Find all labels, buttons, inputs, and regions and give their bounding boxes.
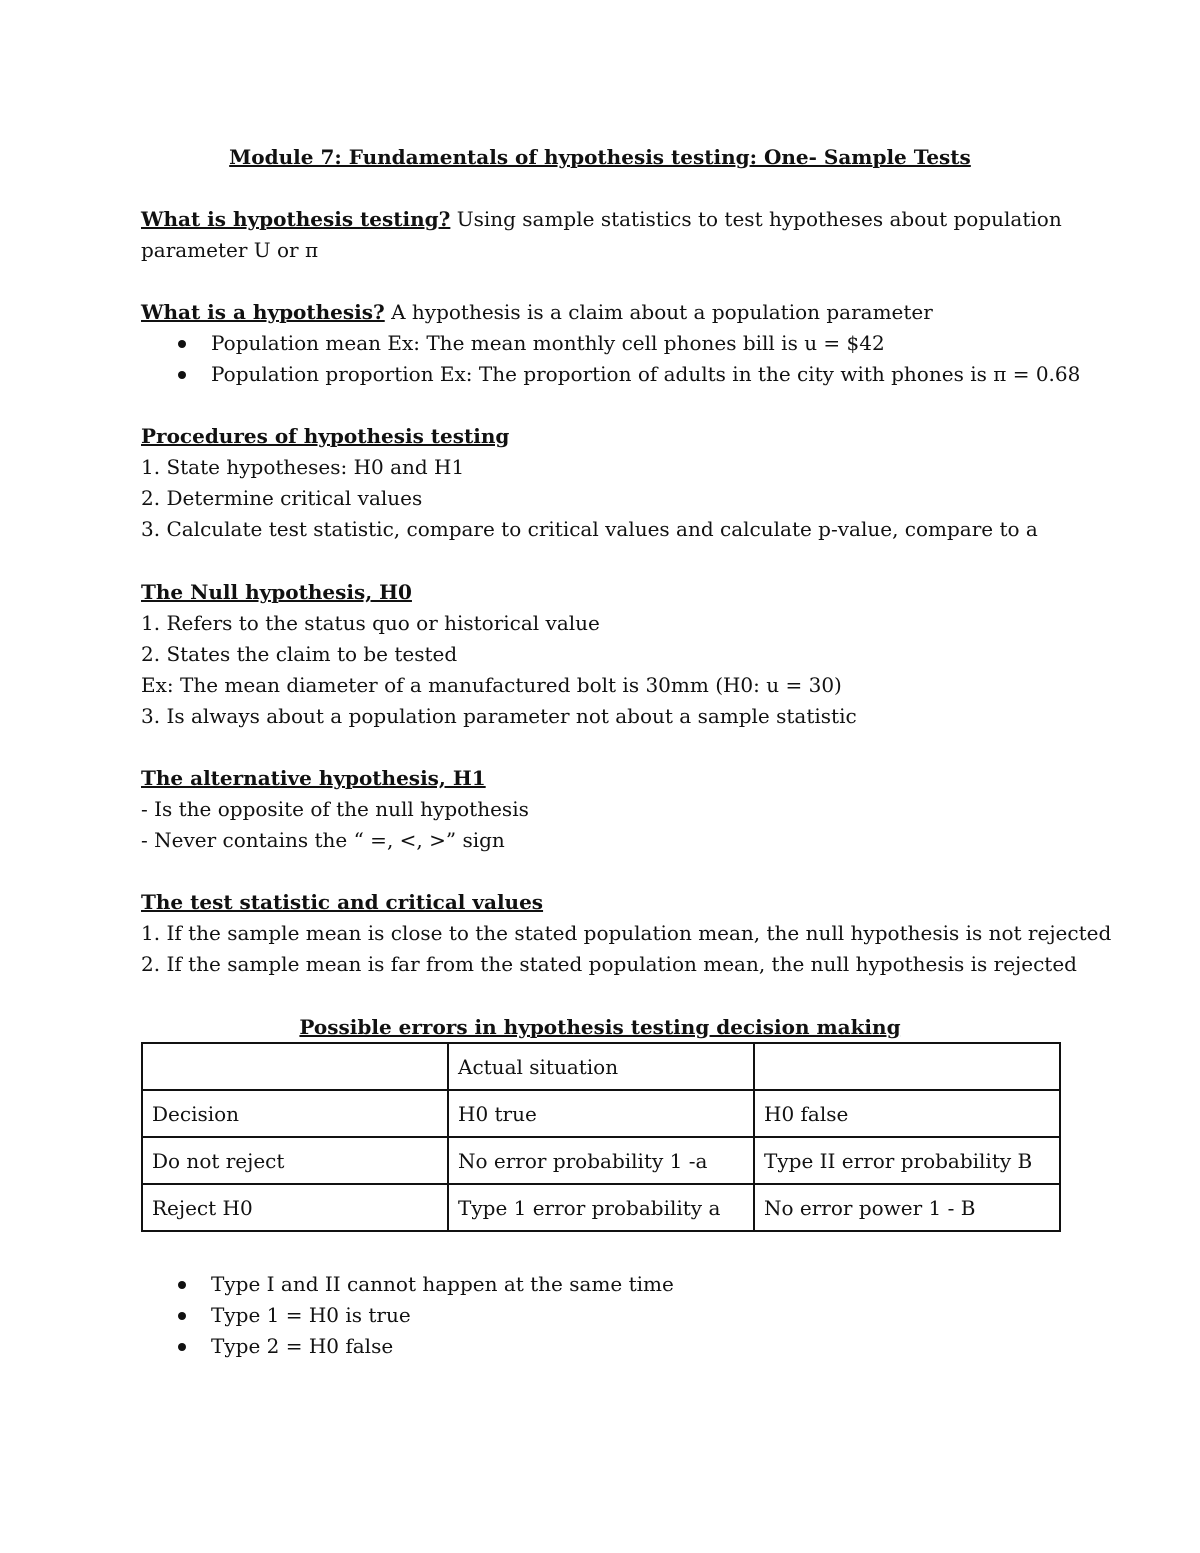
list-item: - Never contains the “ =, <, >” sign	[141, 828, 505, 852]
list-item: 2. Determine critical values	[141, 486, 423, 510]
section-text: Using sample statistics to test hypotheses about population	[450, 207, 1062, 231]
table-row	[142, 1184, 1060, 1231]
list-item-text: Population mean Ex: The mean monthly cell phones bill is u = $42	[211, 331, 885, 355]
section-line	[141, 297, 1071, 328]
section-heading: The Null hypothesis, H0	[141, 580, 412, 604]
final-bullet-list	[141, 1269, 1071, 1362]
table-cell: Type II error probability B	[754, 1137, 1060, 1184]
list-item	[141, 1269, 1071, 1300]
bullet-icon	[178, 371, 186, 379]
table-cell	[142, 1043, 448, 1090]
list-item	[141, 328, 1071, 359]
table-cell: No error power 1 - B	[754, 1184, 1060, 1231]
section-heading: What is a hypothesis?	[141, 300, 385, 324]
section-line	[141, 204, 1071, 235]
bullet-icon	[178, 1343, 186, 1351]
section-alternative-hypothesis	[141, 763, 1071, 856]
list-item: 1. State hypotheses: H0 and H1	[141, 455, 465, 479]
section-procedures	[141, 421, 1071, 545]
section-hypothesis	[141, 297, 1081, 390]
list-item: Ex: The mean diameter of a manufactured bolt is 30mm (H0: u = 30)	[141, 673, 842, 697]
table-cell: Reject H0	[142, 1184, 448, 1231]
bullet-icon	[178, 1312, 186, 1320]
list-item: 3. Is always about a population parameter not about a sample statistic	[141, 704, 857, 728]
section-heading: The alternative hypothesis, H1	[141, 766, 486, 790]
table-cell: H0 true	[448, 1090, 754, 1137]
table-cell: Do not reject	[142, 1137, 448, 1184]
table-cell: Type 1 error probability a	[448, 1184, 754, 1231]
list-item-text: Type I and II cannot happen at the same time	[211, 1272, 674, 1296]
section-heading: The test statistic and critical values	[141, 890, 544, 914]
list-item: 1. If the sample mean is close to the stated population mean, the null hypothesis is not rejected	[141, 921, 1112, 945]
section-hypothesis-testing	[141, 204, 1071, 266]
section-text: A hypothesis is a claim about a population parameter	[384, 300, 933, 324]
list-item	[141, 1331, 1071, 1362]
table-row	[142, 1043, 1060, 1090]
page-title: Module 7: Fundamentals of hypothesis testing: One- Sample Tests	[229, 145, 971, 169]
section-null-hypothesis	[141, 577, 1071, 732]
table-cell: No error probability 1 -a	[448, 1137, 754, 1184]
list-item: - Is the opposite of the null hypothesis	[141, 797, 529, 821]
bullet-icon	[178, 1281, 186, 1289]
table-row	[142, 1090, 1060, 1137]
table-title: Possible errors in hypothesis testing decision making	[299, 1015, 901, 1039]
table-cell: H0 false	[754, 1090, 1060, 1137]
table-cell: Decision	[142, 1090, 448, 1137]
section-test-statistic	[141, 887, 1112, 980]
section-heading: What is hypothesis testing?	[141, 207, 451, 231]
list-item: 1. Refers to the status quo or historical value	[141, 611, 600, 635]
section-text: parameter U or π	[141, 238, 319, 262]
list-item-text: Population proportion Ex: The proportion of adults in the city with phones is π = 0.68	[211, 362, 1081, 386]
list-item	[141, 359, 1081, 390]
list-item: 2. If the sample mean is far from the stated population mean, the null hypothesis is rejected	[141, 952, 1077, 976]
table-cell: Actual situation	[448, 1043, 754, 1090]
section-heading: Procedures of hypothesis testing	[141, 424, 510, 448]
table-row	[142, 1137, 1060, 1184]
list-item-text: Type 2 = H0 false	[211, 1334, 394, 1358]
errors-table	[141, 1042, 1061, 1232]
list-item	[141, 1300, 1071, 1331]
list-item-text: Type 1 = H0 is true	[211, 1303, 411, 1327]
list-item: 3. Calculate test statistic, compare to critical values and calculate p-value, compare to a	[141, 517, 1038, 541]
table-cell	[754, 1043, 1060, 1090]
bullet-icon	[178, 340, 186, 348]
list-item: 2. States the claim to be tested	[141, 642, 458, 666]
